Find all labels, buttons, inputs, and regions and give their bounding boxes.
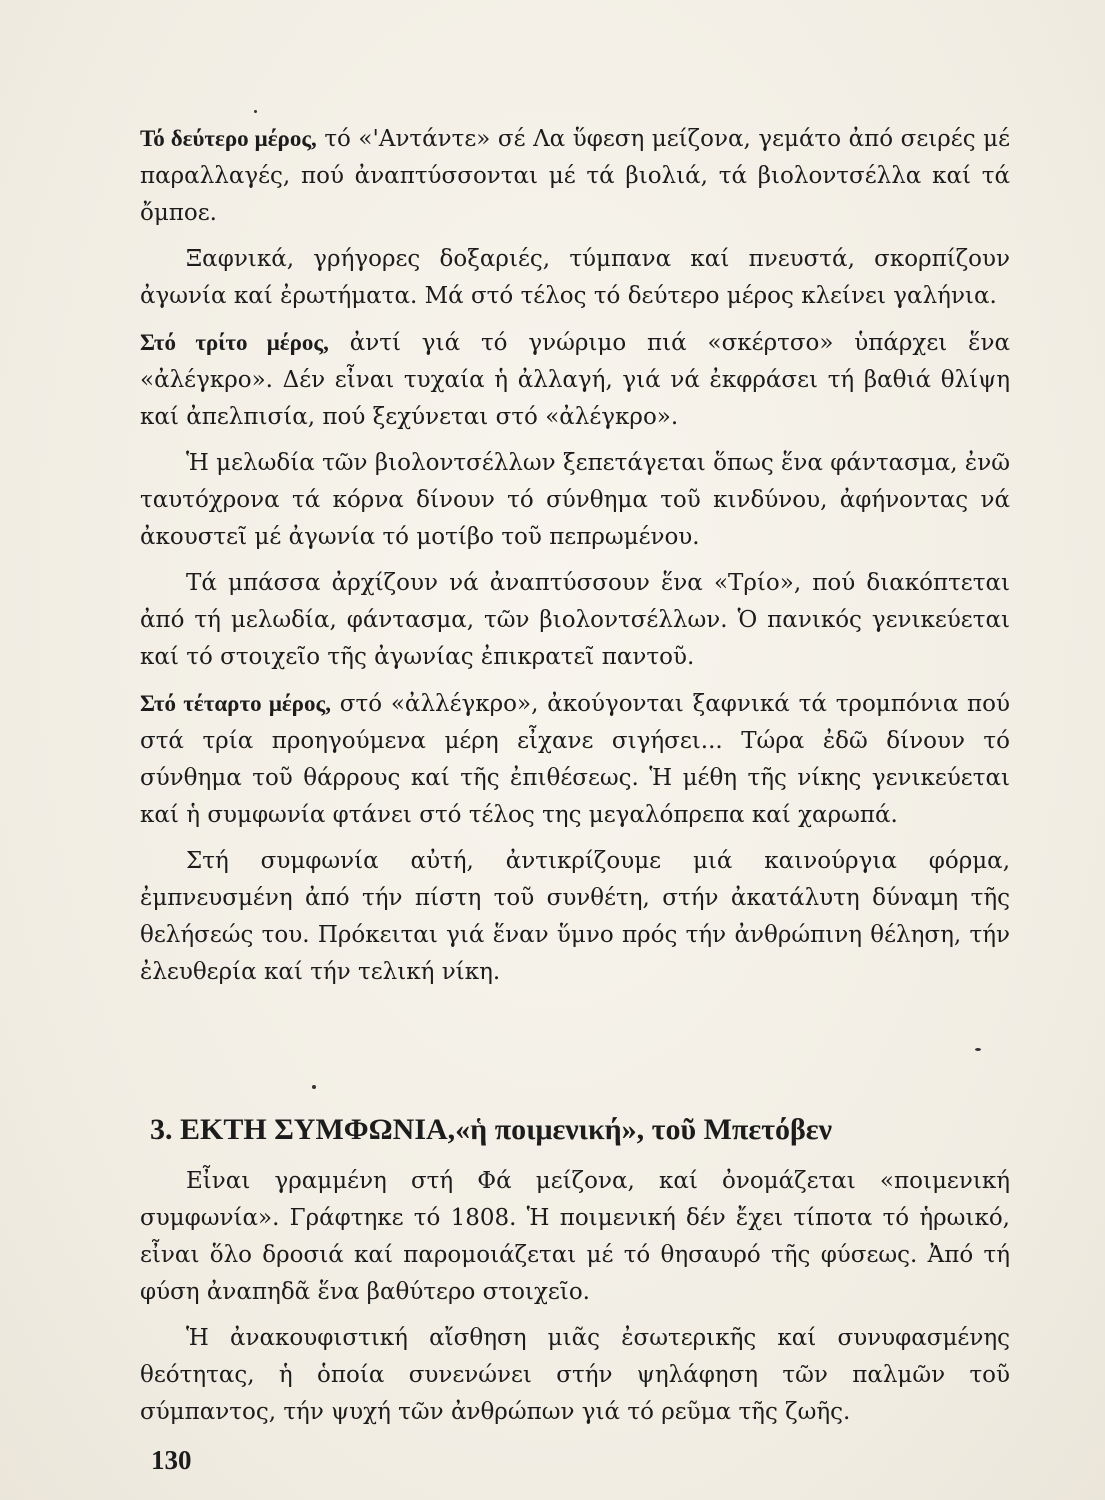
paragraph: Τά μπάσσα ἀρχίζουν νά ἀναπτύσσουν ἕνα «Τρίο», πού διακόπτεται ἀπό τή μελωδία, φάντασμα, τῶν βιολοντσέλλων. Ὁ πανικός γενικεύεται καί τό στοιχεῖο τῆς ἀγωνίας ἐπικρατεῖ παντοῦ.: [140, 570, 1010, 670]
paragraph: Στό τέταρτο μέρος, στό «ἀλλέγκρο», ἀκούγονται ξαφνικά τά τρομπόνια πού στά τρία προηγούμενα μέρη εἶχανε σιγήσει... Τώρα ἐδῶ δίνουν τό σύνθημα τοῦ θάρρους καί τῆς ἐπιθέσεως. Ἡ μέθη τῆς νίκης γενικεύεται καί ἡ συμφωνία φτάνει στό τέλος της μεγαλόπρεπα καί χαρωπά.: [140, 691, 1010, 828]
paragraph: Ἡ μελωδία τῶν βιολοντσέλλων ξεπετάγεται ὅπως ἕνα φάντασμα, ἐνῶ ταυτόχρονα τά κόρνα δίνουν τό σύνθημα τοῦ κινδύνου, ἀφήνοντας νά ἀκουστεῖ μέ ἀγωνία τό μοτίβο τοῦ πεπρωμένου.: [140, 450, 1010, 550]
print-speck: [254, 110, 257, 113]
page-number: 130: [151, 1445, 192, 1475]
paragraph: Τό δεύτερο μέρος, τό «'Αντάντε» σέ Λα ὕφεση μείζονα, γεμάτο ἀπό σειρές μέ παραλλαγές, πού ἀναπτύσσονται μέ τά βιολιά, τά βιολοντσέλλα καί τά ὄμποε.: [140, 126, 1010, 226]
print-speck: [312, 1085, 316, 1089]
print-speck: [975, 1048, 981, 1051]
movement-label: Στό τρίτο μέρος,: [140, 330, 329, 355]
paragraph: Στό τρίτο μέρος, ἀντί γιά τό γνώριμο πιά «σκέρτσο» ὑπάρχει ἕνα «ἀλέγκρο». Δέν εἶναι τυχαία ἡ ἀλλαγή, γιά νά ἐκφράσει τή βαθιά θλίψη καί ἀπελπισία, πού ξεχύνεται στό «ἀλέγκρο».: [140, 330, 1010, 430]
movement-label: Στό τέταρτο μέρος,: [140, 691, 331, 716]
paragraph: Ἡ ἀνακουφιστική αἴσθηση μιᾶς ἐσωτερικῆς καί συνυφασμένης θεότητας, ἡ ὁποία συνενώνει στήν ψηλάφηση τῶν παλμῶν τοῦ σύμπαντος, τήν ψυχή τῶν ἀνθρώπων γιά τό ρεῦμα τῆς ζωῆς.: [140, 1325, 1010, 1425]
paragraph: Στή συμφωνία αὐτή, ἀντικρίζουμε μιά καινούργια φόρμα, ἐμπνευσμένη ἀπό τήν πίστη τοῦ συνθέτη, στήν ἀκατάλυτη δύναμη τῆς θελήσεώς του. Πρόκειται γιά ἕναν ὕμνο πρός τήν ἀνθρώπινη θέληση, τήν ἐλευθερία καί τήν τελική νίκη.: [140, 848, 1010, 985]
paragraph: Ξαφνικά, γρήγορες δοξαριές, τύμπανα καί πνευστά, σκορπίζουν ἀγωνία καί ἐρωτήματα. Μά στό τέλος τό δεύτερο μέρος κλείνει γαλήνια.: [140, 246, 1010, 309]
movement-label: Τό δεύτερο μέρος,: [140, 126, 317, 151]
paragraph: Εἶναι γραμμένη στή Φά μείζονα, καί ὀνομάζεται «ποιμενική συμφωνία». Γράφτηκε τό 1808. Ἡ ποιμενική δέν ἔχει τίποτα τό ἡρωικό, εἶναι ὅλο δροσιά καί παρομοιάζεται μέ τό θησαυρό τῆς φύσεως. Ἀπό τή φύση ἀναπηδᾶ ἕνα βαθύτερο στοιχεῖο.: [140, 1168, 1010, 1305]
section-body-fifth-symphony: [140, 120, 1010, 991]
section-heading: 3. ΕΚΤΗ ΣΥΜΦΩΝΙΑ,«ἡ ποιμενική», τοῦ Μπετόβεν: [150, 1113, 833, 1146]
section-body-sixth-symphony: [140, 1163, 1010, 1431]
